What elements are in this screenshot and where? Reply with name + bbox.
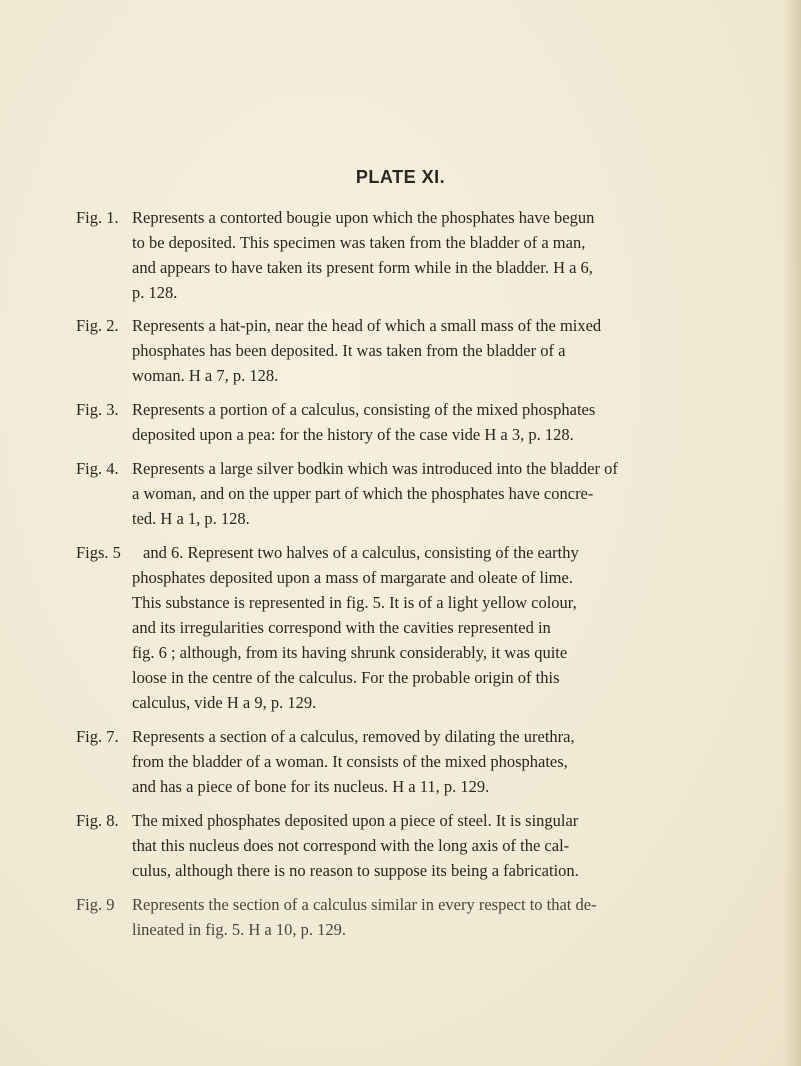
entry-line: Represents the section of a calculus similar in every respect to that de- — [132, 895, 597, 914]
entry-line: and has a piece of bone for its nucleus. H a 11, p. 129. — [132, 777, 490, 796]
figure-entry-9 — [76, 892, 696, 942]
entry-line: from the bladder of a woman. It consists of the mixed phosphates, — [132, 752, 568, 771]
entry-line: The mixed phosphates deposited upon a piece of steel. It is singular — [132, 811, 579, 830]
entry-line: lineated in fig. 5. H a 10, p. 129. — [132, 920, 347, 939]
entry-line: ted. H a 1, p. 128. — [132, 509, 250, 528]
entry-line: Represents a section of a calculus, removed by dilating the urethra, — [132, 727, 575, 746]
entry-line: woman. H a 7, p. 128. — [132, 366, 279, 385]
figure-entry-7 — [76, 724, 696, 799]
figure-entry-4 — [76, 456, 696, 531]
entry-line: This substance is represented in fig. 5. It is of a light yellow colour, — [132, 593, 577, 612]
entry-line: a woman, and on the upper part of which the phosphates have concre- — [132, 484, 594, 503]
entry-line: and its irregularities correspond with the cavities represented in — [132, 618, 551, 637]
entry-line: and appears to have taken its present form while in the bladder. H a 6, — [132, 258, 593, 277]
figure-label: Figs. 5 — [76, 543, 121, 562]
figure-label: Fig. 2. — [76, 316, 119, 335]
plate-title: PLATE XI. — [355, 167, 446, 187]
figure-label: Fig. 4. — [76, 459, 119, 478]
figure-entry-2 — [76, 313, 696, 388]
figure-entry-1 — [76, 205, 696, 305]
entry-line: calculus, vide H a 9, p. 129. — [132, 693, 317, 712]
figure-entry-3 — [76, 397, 696, 447]
entry-line: culus, although there is no reason to suppose its being a fabrication. — [132, 861, 579, 880]
entry-line: Represents a contorted bougie upon which the phosphates have begun — [132, 208, 595, 227]
entry-line: Represents a large silver bodkin which was introduced into the bladder of — [132, 459, 618, 478]
figure-label: Fig. 9 — [76, 895, 115, 914]
entry-line: to be deposited. This specimen was taken from the bladder of a man, — [132, 233, 586, 252]
figure-label: Fig. 3. — [76, 400, 119, 419]
entry-line: Represents a hat-pin, near the head of which a small mass of the mixed — [132, 316, 602, 335]
figure-entry-5-6 — [76, 540, 696, 715]
entry-line: p. 128. — [132, 283, 178, 302]
entry-line: that this nucleus does not correspond with the long axis of the cal- — [132, 836, 570, 855]
entry-line: and 6. Represent two halves of a calculus, consisting of the earthy — [143, 543, 579, 562]
entry-line: phosphates deposited upon a mass of margarate and oleate of lime. — [132, 568, 573, 587]
figure-descriptions — [76, 205, 696, 951]
figure-label: Fig. 7. — [76, 727, 119, 746]
entry-line: fig. 6 ; although, from its having shrunk considerably, it was quite — [132, 643, 568, 662]
entry-line: deposited upon a pea: for the history of the case vide H a 3, p. 128. — [132, 425, 574, 444]
figure-label: Fig. 8. — [76, 811, 119, 830]
figure-label: Fig. 1. — [76, 208, 119, 227]
entry-line: loose in the centre of the calculus. For the probable origin of this — [132, 668, 560, 687]
figure-entry-8 — [76, 808, 696, 883]
entry-line: phosphates has been deposited. It was taken from the bladder of a — [132, 341, 566, 360]
page-edge-shadow — [783, 0, 801, 1066]
entry-line: Represents a portion of a calculus, consisting of the mixed phosphates — [132, 400, 596, 419]
